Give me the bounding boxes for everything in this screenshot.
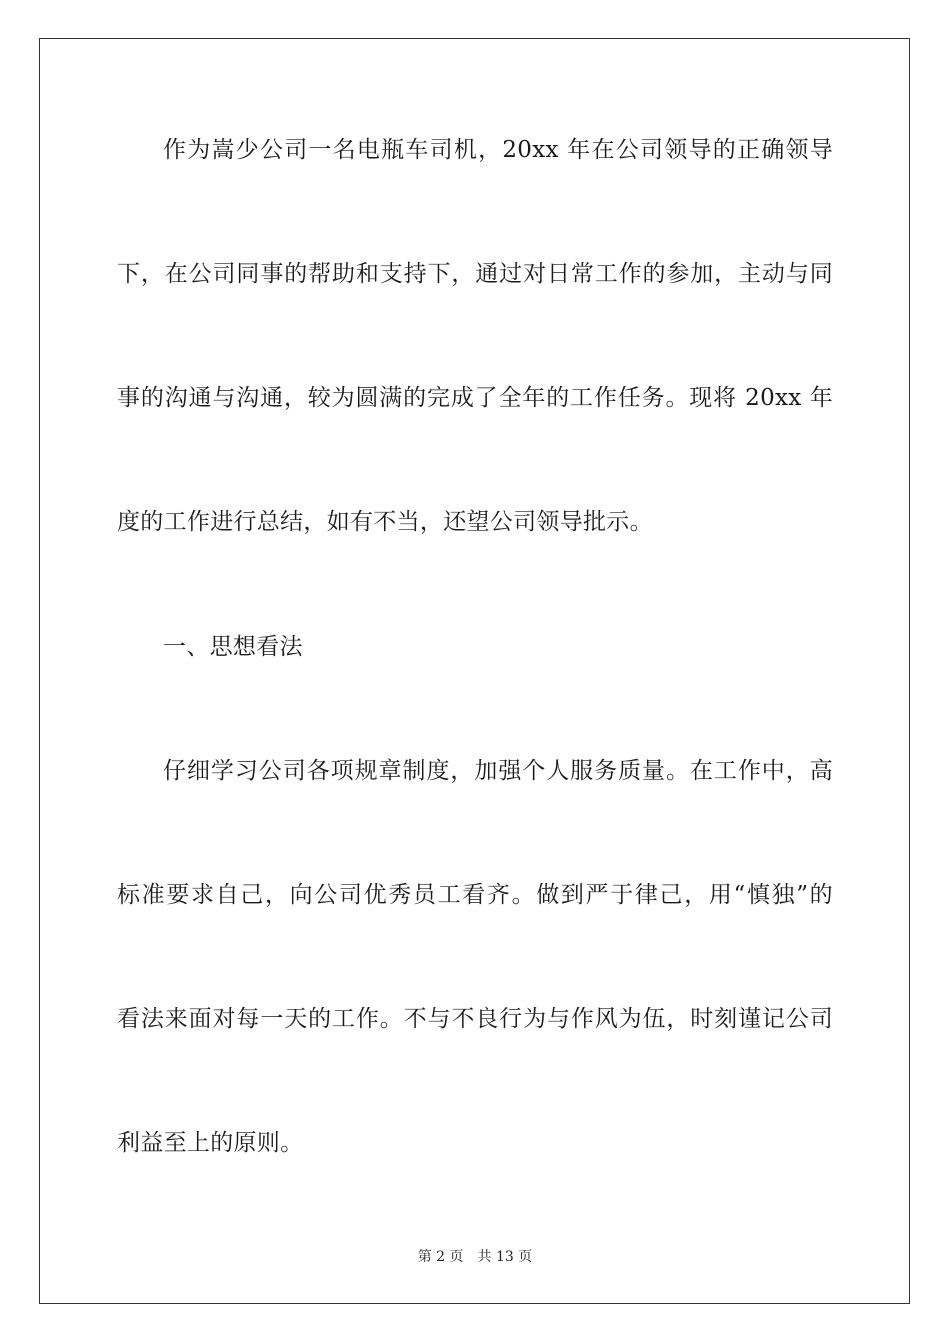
page-total: 共 13 页 [477, 1249, 533, 1265]
page-number: 第 2 页 [417, 1249, 464, 1265]
page-border [39, 38, 910, 1304]
paragraph-2-line-4: 利益至上的原则。 [117, 1130, 304, 1156]
paragraph-2-line-1: 仔细学习公司各项规章制度，加强个人服务质量。在工作中，高 [163, 758, 833, 784]
paragraph-2-line-3: 看法来面对每一天的工作。不与不良行为与作风为伍，时刻谨记公司 [117, 1006, 833, 1032]
section-heading: 一、思想看法 [163, 634, 303, 660]
paragraph-1-line-1: 作为嵩少公司一名电瓶车司机，20xx 年在公司领导的正确领导 [163, 137, 833, 163]
paragraph-2-line-2: 标准要求自己，向公司优秀员工看齐。做到严于律己，用“慎独”的 [117, 882, 833, 908]
paragraph-1-line-4: 度的工作进行总结，如有不当，还望公司领导批示。 [117, 509, 653, 535]
paragraph-1-line-2: 下，在公司同事的帮助和支持下，通过对日常工作的参加，主动与同 [117, 261, 833, 287]
page-footer [0, 1248, 950, 1266]
paragraph-1-line-3: 事的沟通与沟通，较为圆满的完成了全年的工作任务。现将 20xx 年 [117, 385, 833, 411]
